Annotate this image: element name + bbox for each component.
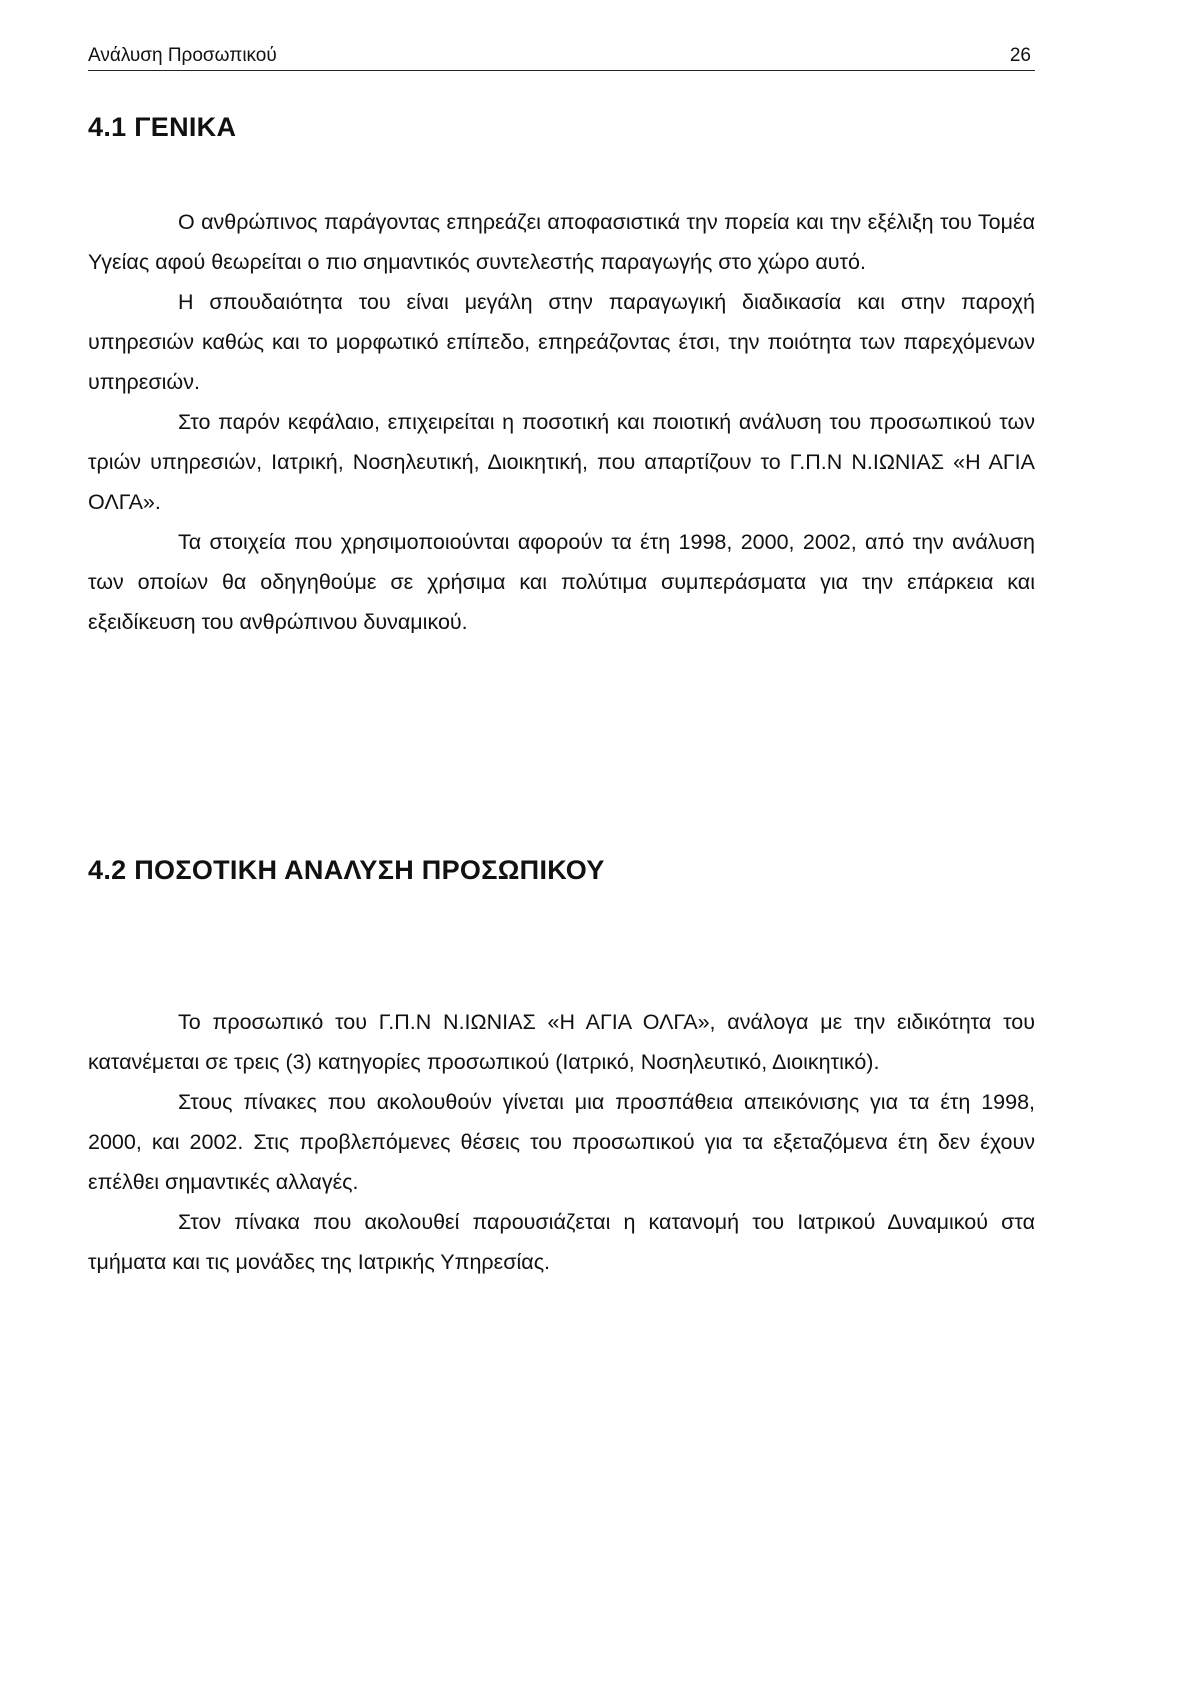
- section-quantitative-body: [88, 1002, 1035, 1282]
- paragraph: Στο παρόν κεφάλαιο, επιχειρείται η ποσοτική και ποιοτική ανάλυση του προσωπικού των τριών υπηρεσιών, Ιατρική, Νοσηλευτική, Διοικητική, που απαρτίζουν το Γ.Π.Ν Ν.ΙΩΝΙΑΣ «Η ΑΓΙΑ ΟΛΓΑ».: [88, 410, 1035, 514]
- paragraph: Η σπουδαιότητα του είναι μεγάλη στην παραγωγική διαδικασία και στην παροχή υπηρεσιών καθώς και το μορφωτικό επίπεδο, επηρεάζοντας έτσι, την ποιότητα των παρεχόμενων υπηρεσιών.: [88, 290, 1035, 394]
- page-number: 26: [1009, 45, 1031, 66]
- paragraph: Ο ανθρώπινος παράγοντας επηρεάζει αποφασιστικά την πορεία και την εξέλιξη του Τομέα Υγείας αφού θεωρείται ο πιο σημαντικός συντελεστής παραγωγής στο χώρο αυτό.: [88, 210, 1035, 274]
- paragraph: Στον πίνακα που ακολουθεί παρουσιάζεται η κατανομή του Ιατρικού Δυναμικού στα τμήματα και τις μονάδες της Ιατρικής Υπηρεσίας.: [88, 1210, 1035, 1274]
- section-heading-quantitative-analysis: 4.2 ΠΟΣΟΤΙΚΗ ΑΝΑΛΥΣΗ ΠΡΟΣΩΠΙΚΟΥ: [88, 855, 605, 885]
- header-title: Ανάλυση Προσωπικού: [88, 45, 277, 66]
- paragraph: Στους πίνακες που ακολουθούν γίνεται μια προσπάθεια απεικόνισης για τα έτη 1998, 2000, και 2002. Στις προβλεπόμενες θέσεις του προσωπικού για τα εξεταζόμενα έτη δεν έχουν επέλθει σημαντικές αλλαγές.: [88, 1090, 1035, 1194]
- section-general-body: [88, 202, 1035, 642]
- running-header: [88, 42, 1035, 71]
- section-heading-general: 4.1 ΓΕΝΙΚΑ: [88, 112, 237, 142]
- paragraph: Τα στοιχεία που χρησιμοποιούνται αφορούν τα έτη 1998, 2000, 2002, από την ανάλυση των οποίων θα οδηγηθούμε σε χρήσιμα και πολύτιμα συμπεράσματα για την επάρκεια και εξειδίκευση του ανθρώπινου δυναμικού.: [88, 530, 1035, 634]
- paragraph: Το προσωπικό του Γ.Π.Ν Ν.ΙΩΝΙΑΣ «Η ΑΓΙΑ ΟΛΓΑ», ανάλογα με την ειδικότητα του κατανέμεται σε τρεις (3) κατηγορίες προσωπικού (Ιατρικό, Νοσηλευτικό, Διοικητικό).: [88, 1010, 1035, 1074]
